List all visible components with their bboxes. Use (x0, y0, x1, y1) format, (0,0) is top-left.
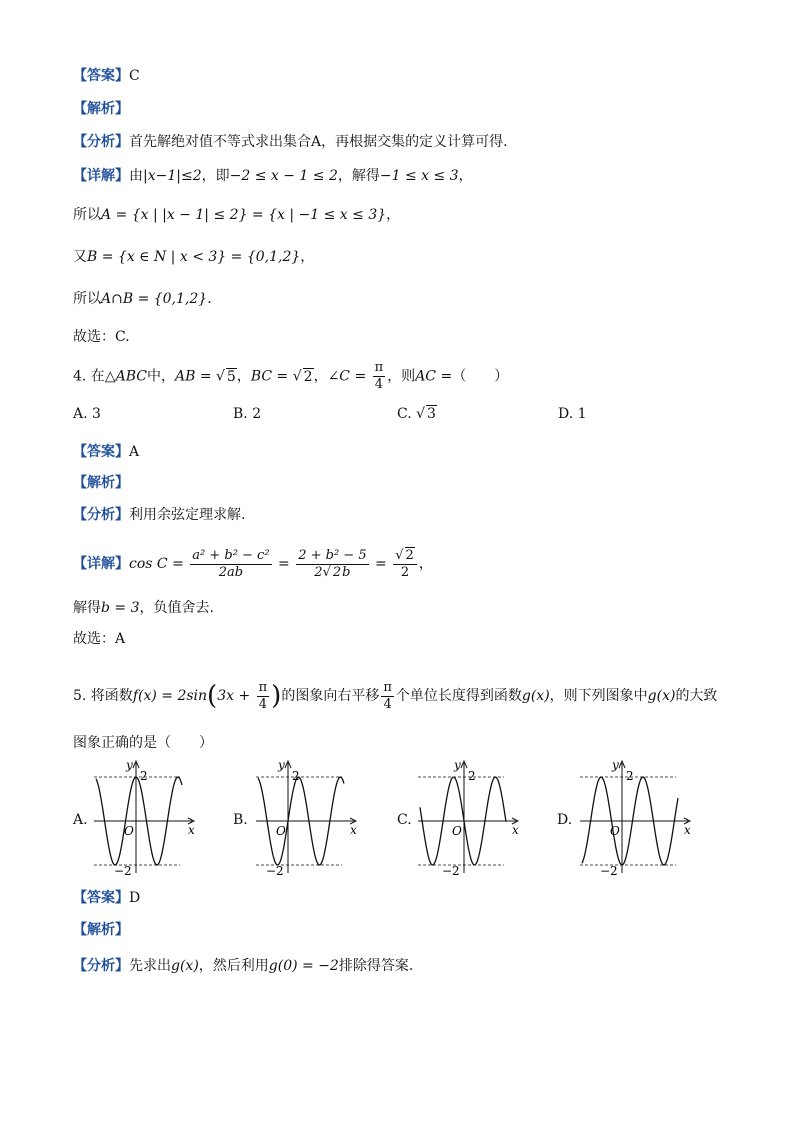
q3-line4-math: A∩B = {0,1,2} (101, 291, 208, 307)
detail-tag: 【详解】 (73, 556, 129, 572)
origin-label: O (276, 824, 286, 838)
tick-label-bottom: −2 (114, 864, 132, 878)
equals: = (370, 556, 392, 572)
detail-tag: 【详解】 (73, 168, 129, 184)
q5-g2: g(x) (647, 688, 676, 704)
graph-b (252, 757, 362, 879)
answer-tag: 【答案】 (73, 68, 129, 84)
q5-inner: 3x + (217, 688, 255, 704)
origin-label: O (452, 824, 462, 838)
q4-fenxi-line (73, 505, 245, 525)
q4-option-c-radicand: 3 (427, 406, 436, 422)
q3-detail-line (73, 166, 473, 186)
analysis-tag: 【解析】 (73, 101, 129, 117)
q4-option-c (397, 406, 437, 422)
q3-detail-end: ， (458, 168, 473, 184)
q4-angle-fraction (373, 360, 386, 393)
q3-detail-prefix: 由 (129, 168, 143, 184)
q3-line3-end: ， (300, 249, 315, 265)
fraction-numerator: π (258, 679, 268, 695)
fenxi-tag: 【分析】 (73, 134, 129, 150)
q5-fenxi-mid: ，然后利用 (198, 958, 269, 974)
q4-option-b: B. 2 (233, 406, 262, 422)
q3-analysis-line (73, 99, 129, 119)
fraction-denominator: 2ab (218, 564, 244, 580)
q4-option-a: A. 3 (73, 406, 101, 422)
q3-choose: 故选：C. (73, 329, 130, 345)
q3-detail-ineq: −2 ≤ x − 1 ≤ 2 (229, 168, 338, 184)
q4-ac: AC = (415, 368, 453, 385)
fraction-denominator: 4 (383, 696, 392, 712)
q3-line4-prefix: 所以 (73, 291, 101, 307)
sqrt-sign: √ (395, 547, 404, 563)
q5-stem (73, 676, 717, 716)
y-axis-label: y (454, 758, 461, 772)
q5-fenxi-g0: g(0) = −2 (268, 958, 339, 974)
q3-fenxi-line (73, 132, 508, 152)
graph-c (414, 757, 524, 879)
q4-solve-prefix: 解得 (73, 600, 101, 616)
q3-fenxi-text: 首先解绝对值不等式求出集合A，再根据交集的定义计算可得. (129, 134, 508, 150)
tick-label-bottom: −2 (600, 864, 618, 878)
q3-line2 (73, 205, 400, 225)
q5-fenxi-prefix: 先求出 (129, 958, 171, 974)
sqrt-sign: √ (322, 564, 331, 580)
q4-sep3: ，则 (387, 368, 416, 385)
q5-stem-mid2: 个单位长度得到函数 (395, 688, 522, 704)
q4-fenxi-text: 利用余弦定理求解. (129, 507, 246, 523)
q5-g: g(x) (521, 688, 550, 704)
tick-label-top: 2 (468, 769, 476, 783)
q5-stem-mid3: ，则下列图象中 (549, 688, 648, 704)
q5-fenxi-line (73, 956, 413, 976)
origin-label: O (124, 824, 134, 838)
q5-answer-line (73, 888, 140, 908)
sqrt-sign: √ (416, 406, 426, 422)
graph-label-a: A. (73, 812, 88, 828)
q3-line3 (73, 247, 314, 267)
answer-tag: 【答案】 (73, 444, 129, 460)
fraction-denominator: 4 (258, 696, 268, 712)
answer-tag: 【答案】 (73, 890, 129, 906)
fenxi-tag: 【分析】 (73, 958, 129, 974)
right-paren: ) (271, 681, 282, 711)
y-axis-label: y (278, 758, 285, 772)
q5-fenxi-end: 排除得答案. (338, 958, 414, 974)
graph-label-d: D. (557, 812, 573, 828)
q3-detail-mid: ，即 (201, 168, 230, 184)
q4-fraction-3 (393, 548, 417, 581)
q4-option-c-label: C. (397, 406, 412, 422)
fraction-denominator: 4 (374, 377, 384, 392)
fraction-denominator (312, 565, 352, 581)
q4-answer: A (129, 444, 140, 460)
left-paren: ( (207, 681, 218, 711)
x-axis-label: x (350, 823, 357, 837)
q4-stem-prefix: 4. 在 (73, 368, 105, 385)
q5-func: f(x) = 2sin (132, 688, 208, 704)
q4-angle: ∠C = (327, 368, 371, 385)
q3-line3-math: B = {x ∈ N | x < 3} = {0,1,2} (87, 249, 301, 265)
q4-detail-end: ， (418, 556, 433, 572)
analysis-tag: 【解析】 (73, 922, 129, 938)
q4-answer-line (73, 442, 139, 462)
y-axis-label: y (612, 758, 619, 772)
fenxi-tag: 【分析】 (73, 507, 129, 523)
q5-stem-mid: 的图象向右平移 (281, 688, 380, 704)
fraction-numerator: π (374, 360, 384, 375)
tick-label-top: 2 (140, 769, 148, 783)
q4-solve-line (73, 598, 214, 618)
q4-bc: BC = (250, 368, 293, 385)
q4-paren: （ ） (452, 368, 509, 385)
sqrt-sign: √ (292, 368, 302, 385)
q5-pi-fraction (257, 680, 270, 713)
q3-detail-mid2: ，解得 (337, 168, 380, 184)
q5-stem-line2: 图象正确的是（ ） (73, 735, 213, 751)
fraction-numerator (393, 548, 417, 565)
q4-sep2: ， (313, 368, 328, 385)
q4-choose: 故选：A (73, 631, 126, 647)
q3-line2-prefix: 所以 (73, 207, 101, 223)
q4-bc-radicand: 2 (303, 368, 313, 385)
y-axis-label: y (126, 758, 133, 772)
q4-solve-end: ，负值舍去. (139, 600, 214, 616)
q5-answer: D (129, 890, 141, 906)
q5-stem-prefix: 5. 将函数 (73, 688, 133, 704)
x-axis-label: x (188, 823, 195, 837)
q4-analysis-line (73, 473, 129, 493)
q4-stem-mid1: 中， (146, 368, 175, 385)
x-axis-label: x (512, 823, 519, 837)
q4-ab-radicand: 5 (226, 368, 236, 385)
q4-solve-math: b = 3 (101, 600, 140, 616)
graph-a (90, 757, 200, 879)
q4-stem (73, 360, 508, 393)
tick-label-bottom: −2 (442, 864, 460, 878)
fraction-numerator: a² + b² − c² (192, 547, 270, 563)
graph-d (576, 757, 696, 879)
q3-detail-sol: −1 ≤ x ≤ 3 (379, 168, 459, 184)
q4-triangle: △ABC (104, 368, 147, 385)
q3-answer: C (129, 68, 140, 84)
q3-line2-math: A = {x | |x − 1| ≤ 2} = {x | −1 ≤ x ≤ 3} (101, 207, 387, 223)
q3-answer-line (73, 66, 140, 86)
q5-stem-end: 的大致 (675, 688, 718, 704)
q3-detail-abs: |x−1|≤2 (143, 168, 202, 184)
x-axis-label: x (684, 823, 691, 837)
equals: = (273, 556, 295, 572)
tick-label-top: 2 (626, 769, 634, 783)
analysis-tag: 【解析】 (73, 475, 129, 491)
q4-sep1: ， (236, 368, 251, 385)
tick-label-bottom: −2 (266, 864, 284, 878)
q4-ab: AB = (174, 368, 216, 385)
q3-line4 (73, 289, 212, 309)
q5-fenxi-g: g(x) (171, 958, 199, 974)
den-var: b (342, 564, 351, 580)
fraction-numerator: 2 + b² − 5 (298, 547, 367, 563)
fraction-numerator: π (383, 679, 392, 695)
den-radicand: 2 (332, 564, 342, 580)
tick-label-top: 2 (292, 769, 300, 783)
q4-fraction-1 (190, 548, 271, 581)
sqrt-sign: √ (215, 368, 225, 385)
origin-label: O (610, 824, 620, 838)
graph-label-c: C. (397, 812, 412, 828)
q4-fraction-2 (296, 548, 368, 581)
q5-analysis-line (73, 920, 129, 940)
q4-cos: cos C = (129, 556, 189, 572)
graph-label-b: B. (233, 812, 248, 828)
q4-detail-line (73, 544, 433, 584)
q3-line4-end: . (207, 291, 212, 307)
den-coef: 2 (314, 564, 323, 580)
q3-line3-prefix: 又 (73, 249, 87, 265)
num-radicand: 2 (405, 547, 414, 563)
fraction-denominator: 2 (400, 564, 410, 580)
q4-option-d: D. 1 (558, 406, 587, 422)
q3-line2-end: ， (386, 207, 401, 223)
q5-shift-fraction (381, 680, 394, 713)
